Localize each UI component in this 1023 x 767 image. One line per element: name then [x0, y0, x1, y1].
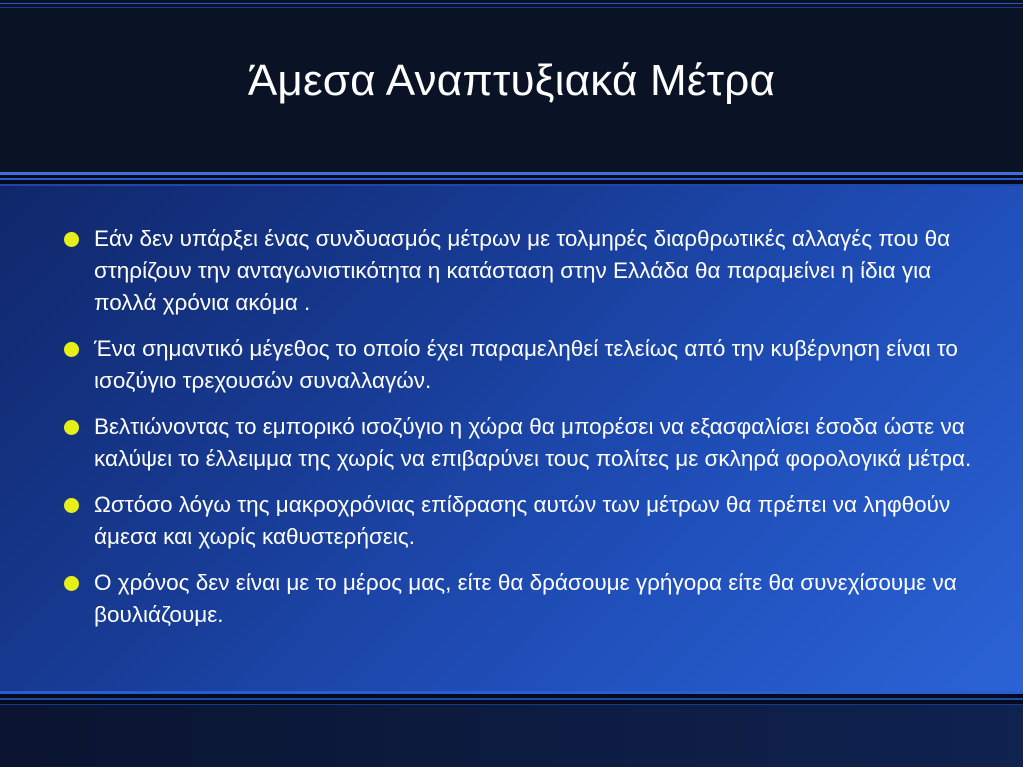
top-divider-line	[0, 3, 1023, 4]
bullet-item	[62, 411, 982, 475]
bullet-text: Ο χρόνος δεν είναι με το μέρος μας, είτε θα δράσουμε γρήγορα είτε θα συνεχίσουμε να βουλιάζουμε.	[94, 570, 957, 627]
footer-band	[0, 705, 1023, 767]
footer-divider-line-secondary	[0, 698, 1023, 700]
title-divider-line	[0, 172, 1023, 175]
footer-divider-line	[0, 691, 1023, 694]
bullet-dot-icon	[64, 576, 79, 591]
bullet-item	[62, 333, 982, 397]
bullet-list	[62, 223, 982, 645]
bullet-text: Εάν δεν υπάρξει ένας συνδυασμός μέτρων με τολμηρές διαρθρωτικές αλλαγές που θα στηρίζουν την ανταγωνιστικότητα η κατάσταση στην Ελλάδα θα παραμείνει η ίδια για πολλά χρόνια ακόμα .	[94, 226, 951, 315]
slide-title: Άμεσα Αναπτυξιακά Μέτρα	[247, 56, 776, 105]
bullet-text: Ωστόσο λόγω της μακροχρόνιας επίδρασης αυτών των μέτρων θα πρέπει να ληφθούν άμεσα και χωρίς καθυστερήσεις.	[94, 492, 951, 549]
top-divider-line-secondary	[0, 7, 1023, 8]
bullet-item	[62, 223, 982, 319]
title-divider-line-secondary	[0, 178, 1023, 180]
bullet-dot-icon	[64, 232, 79, 247]
bullet-dot-icon	[64, 498, 79, 513]
bullet-item	[62, 489, 982, 553]
bullet-text: Βελτιώνοντας το εμπορικό ισοζύγιο η χώρα θα μπορέσει να εξασφαλίσει έσοδα ώστε να καλύψει το έλλειμμα της χωρίς να επιβαρύνει τους πολίτες με σκληρά φορολογικά μέτρα.	[94, 414, 972, 471]
bullet-item	[62, 567, 982, 631]
bullet-text: Ένα σημαντικό μέγεθος το οποίο έχει παραμεληθεί τελείως από την κυβέρνηση είναι το ισοζύγιο τρεχουσών συναλλαγών.	[94, 336, 958, 393]
bullet-dot-icon	[64, 342, 79, 357]
bullet-dot-icon	[64, 420, 79, 435]
